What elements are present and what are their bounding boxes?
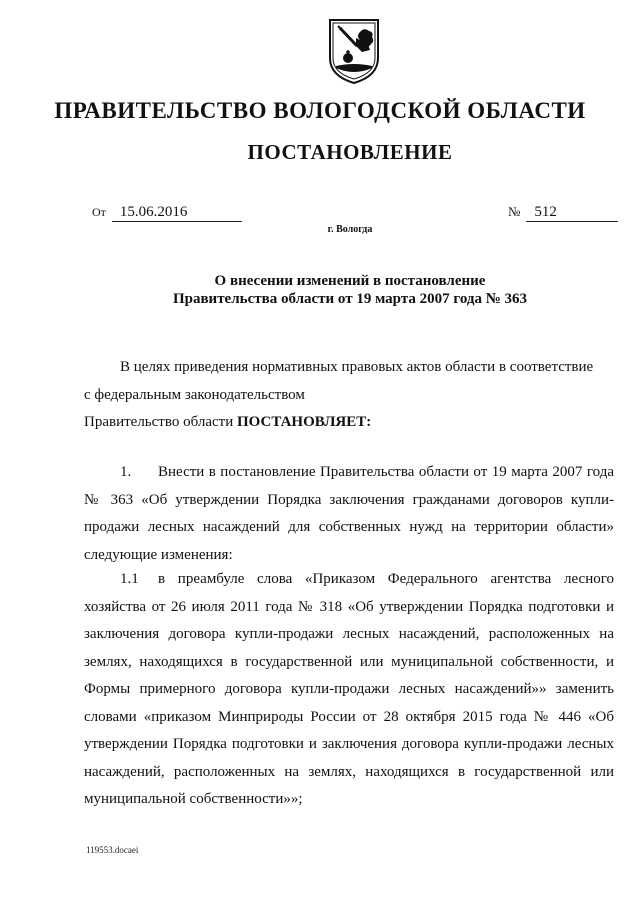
item-paragraph: [84, 566, 614, 814]
document-date: [92, 204, 242, 222]
decree-prefix: Правительство области: [84, 414, 237, 430]
title-line-1: О внесении изменений в постановление: [214, 273, 486, 289]
number-label: №: [508, 204, 521, 219]
number-value: 512: [526, 204, 618, 222]
city-name: г. Вологда: [327, 224, 373, 235]
document-type: ПОСТАНОВЛЕНИЕ: [247, 140, 453, 164]
item-1: [84, 459, 614, 569]
decree-word: ПОСТАНОВЛЯЕТ:: [236, 414, 372, 430]
coat-of-arms-icon: [326, 16, 382, 86]
item-text: в преамбуле слова «Приказом Федерального агентства лесного хозяйства от 26 июля 2011 года № 318 «Об утверждении Порядка подготовки и заключения договора купли-продажи лесных насаждений, расположенных на землях, находящихся в государственной или муниципальной собственности, и Формы примерного договора купли-продажи лесных насаждений»» заменить словами «приказом Минприроды России от 28 октября 2015 года № 446 «Об утверждении Порядка подготовки и заключения договора купли-продажи лесных насаждений, расположенных на землях, находящихся в государственной или муниципальной собственности»»;: [84, 571, 614, 807]
preamble: [84, 354, 614, 437]
item-paragraph: [84, 459, 614, 569]
item-1-1: [84, 566, 614, 814]
item-text: Внести в постановление Правительства области от 19 марта 2007 года № 363 «Об утверждении Порядка заключения гражданами договоров купли-продажи лесных насаждений для собственных нужд на территории области» следующие изменения:: [84, 464, 614, 563]
organization-name: ПРАВИТЕЛЬСТВО ВОЛОГОДСКОЙ ОБЛАСТИ: [54, 98, 586, 123]
decree-line: [84, 409, 614, 437]
document-number: [508, 204, 618, 222]
item-number: 1.: [120, 464, 132, 480]
date-label: От: [92, 205, 106, 219]
item-number: 1.1: [120, 571, 139, 587]
date-value: 15.06.2016: [112, 204, 242, 222]
preamble-line-1: В целях приведения нормативных правовых актов области в соответствие: [120, 359, 594, 375]
footer-file-name: 119553.docaei: [86, 845, 139, 855]
title-line-2: Правительства области от 19 марта 2007 года № 363: [172, 291, 528, 307]
preamble-line-2: с федеральным законодательством: [84, 386, 305, 403]
document-title: [0, 272, 640, 308]
